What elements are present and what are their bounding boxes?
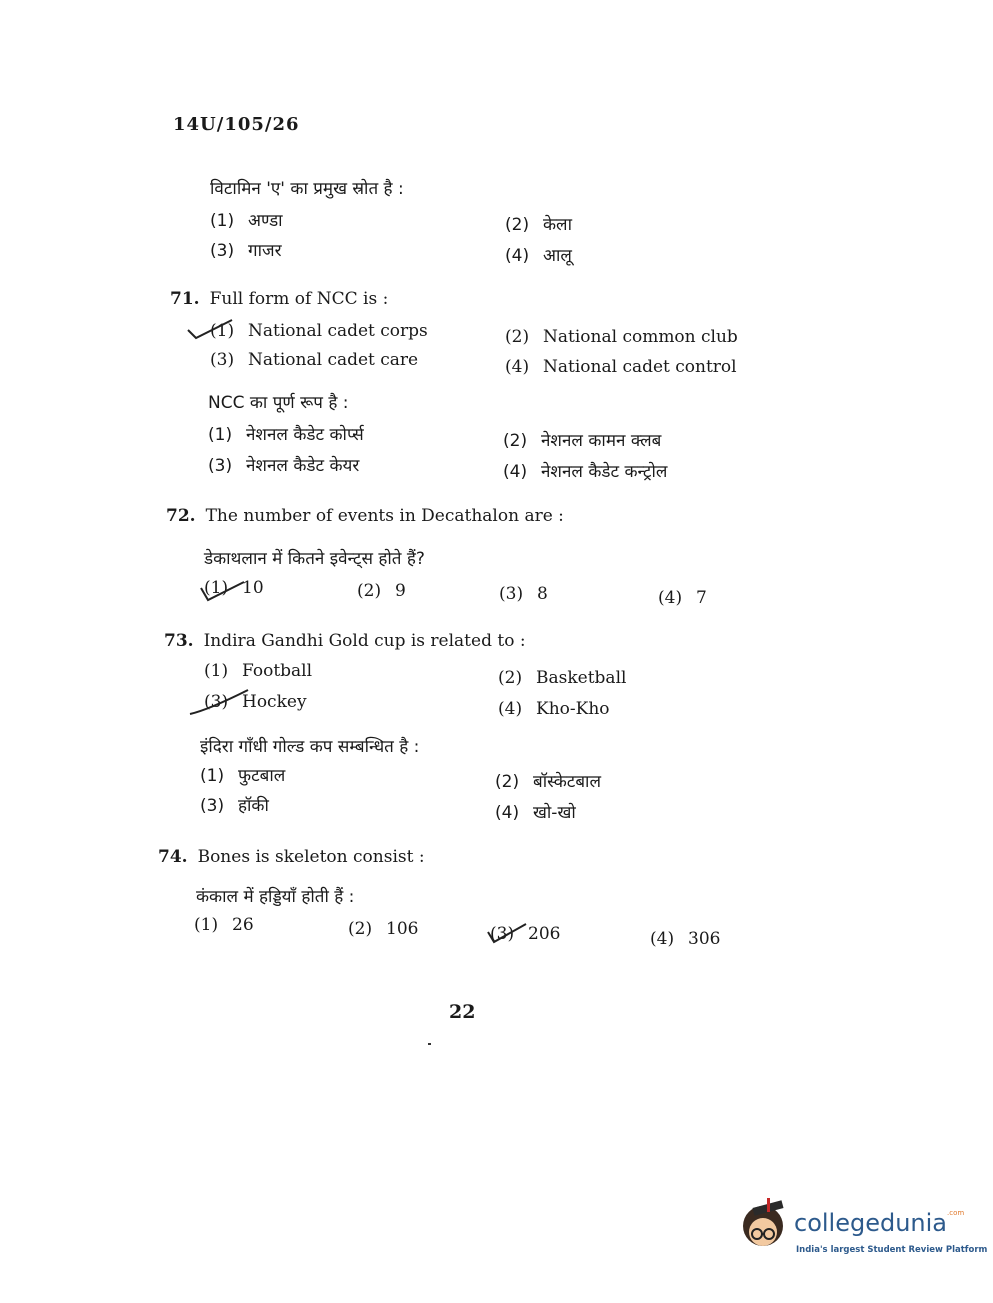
q70-option-2: (2) केला: [505, 215, 572, 235]
speck: [428, 1043, 431, 1045]
q74-stem: 74. Bones is skeleton consist :: [158, 847, 425, 867]
q71-option-4: (4) National cadet control: [505, 357, 737, 377]
answer-tick-mark: [484, 920, 530, 946]
answer-tick-mark: [198, 576, 248, 604]
q72-option-3: (3) 8: [499, 584, 548, 604]
q71-option-1: (1) National cadet corps: [210, 321, 428, 341]
q74-option-1: (1) 26: [194, 915, 254, 935]
q72-option-2: (2) 9: [357, 581, 406, 601]
q74-stem-hindi: कंकाल में हड्डियाँ होती हैं :: [196, 887, 355, 907]
q71-option-1-hindi: (1) नेशनल कैडेट कोर्प्स: [208, 425, 364, 445]
logo-tagline: India's largest Student Review Platform: [796, 1245, 988, 1255]
q73-option-4: (4) Kho-Kho: [498, 699, 610, 719]
q73-option-3-hindi: (3) हॉकी: [200, 796, 269, 816]
answer-tick-mark: [188, 688, 252, 718]
q72-option-1: (1) 10: [204, 578, 264, 598]
q73-stem-hindi: इंदिरा गाँधी गोल्ड कप सम्बन्धित है :: [200, 737, 420, 757]
q70-option-4: (4) आलू: [505, 246, 572, 266]
q72-option-4: (4) 7: [658, 588, 707, 608]
q73-option-2-hindi: (2) बॉस्केटबाल: [495, 772, 601, 792]
q74-option-4: (4) 306: [650, 929, 721, 949]
q71-option-3-hindi: (3) नेशनल कैडेट केयर: [208, 456, 360, 476]
page-number: 22: [449, 1001, 476, 1023]
q73-option-3: (3) Hockey: [204, 692, 307, 712]
q73-option-1: (1) Football: [204, 661, 313, 681]
answer-tick-mark: [186, 316, 236, 342]
q71-stem: 71. Full form of NCC is :: [170, 289, 389, 309]
q73-option-4-hindi: (4) खो-खो: [495, 803, 576, 823]
q71-option-2-hindi: (2) नेशनल कामन क्लब: [503, 431, 662, 451]
q71-option-3: (3) National cadet care: [210, 350, 419, 370]
q71-stem-hindi: NCC का पूर्ण रूप है :: [208, 393, 349, 413]
logo-wordmark: collegedunia$^{.com}$: [794, 1209, 965, 1237]
q73-option-2: (2) Basketball: [498, 668, 627, 688]
q72-stem-hindi: डेकाथलान में कितने इवेन्ट्स होते हैं?: [204, 549, 425, 569]
q70-stem-hindi: विटामिन 'ए' का प्रमुख स्रोत है :: [210, 179, 404, 199]
q74-option-3: (3) 206: [490, 924, 561, 944]
q74-option-2: (2) 106: [348, 919, 419, 939]
q73-stem: 73. Indira Gandhi Gold cup is related to :: [164, 631, 526, 651]
q71-option-4-hindi: (4) नेशनल कैडेट कन्ट्रोल: [503, 462, 668, 482]
q71-option-2: (2) National common club: [505, 327, 738, 347]
q70-option-3: (3) गाजर: [210, 241, 282, 261]
paper-code: 14U/105/26: [173, 114, 300, 135]
q72-stem: 72. The number of events in Decathalon are :: [166, 506, 564, 526]
q70-option-1: (1) अण्डा: [210, 211, 283, 231]
q73-option-1-hindi: (1) फुटबाल: [200, 766, 286, 786]
